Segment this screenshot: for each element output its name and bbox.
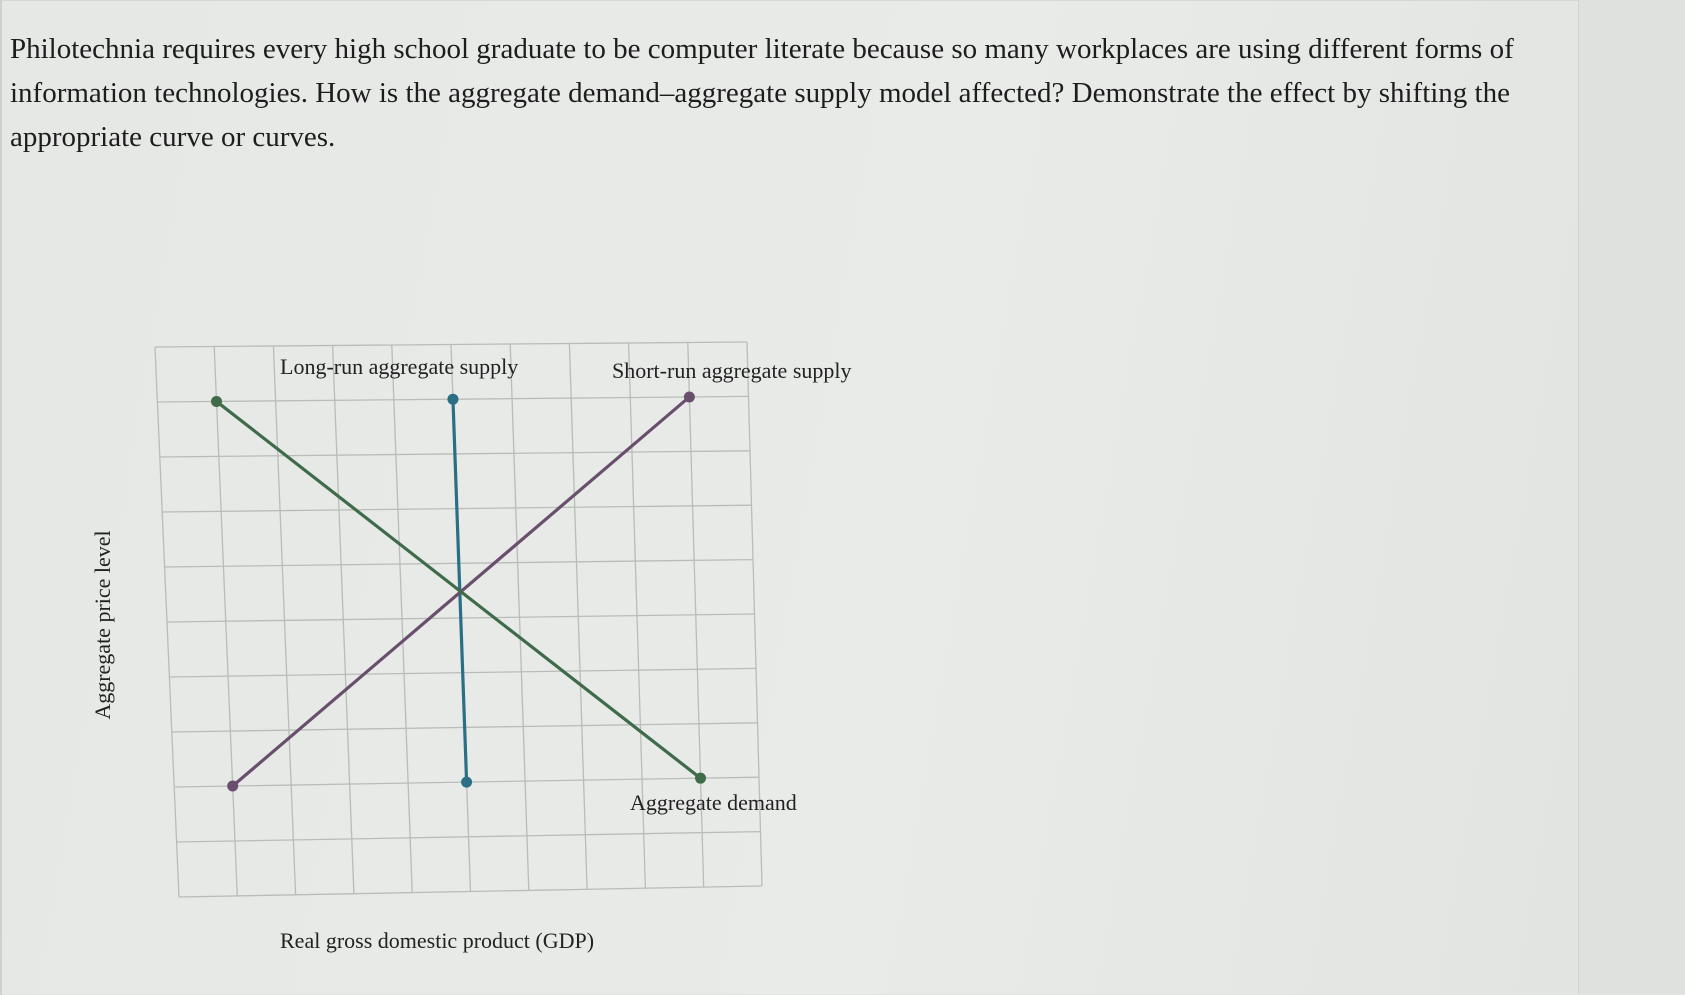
y-axis-label: Aggregate price level: [90, 530, 115, 720]
chart-labels: [90, 354, 852, 953]
question-text: Philotechnia requires every high school graduate to be computer literate because so many workplaces are using different forms of information technologies. How is the aggregate demand–aggregate supply model affected? Demonstrate the effect by shifting the appropriate curve or curves.: [10, 33, 1514, 153]
curve-handle-lras-end[interactable]: [461, 777, 472, 788]
curve-handle-sras-start[interactable]: [227, 781, 238, 792]
curve-handle-sras-end[interactable]: [684, 391, 695, 402]
curve-handle-ad-start[interactable]: [211, 396, 222, 407]
curve-handle-lras-start[interactable]: [447, 394, 458, 405]
series-label-lras: Long-run aggregate supply: [280, 354, 519, 379]
series-label-sras: Short-run aggregate supply: [612, 358, 852, 383]
series-label-ad: Aggregate demand: [630, 790, 797, 815]
x-axis-label: Real gross domestic product (GDP): [280, 928, 595, 953]
curve-handle-ad-end[interactable]: [695, 773, 706, 784]
